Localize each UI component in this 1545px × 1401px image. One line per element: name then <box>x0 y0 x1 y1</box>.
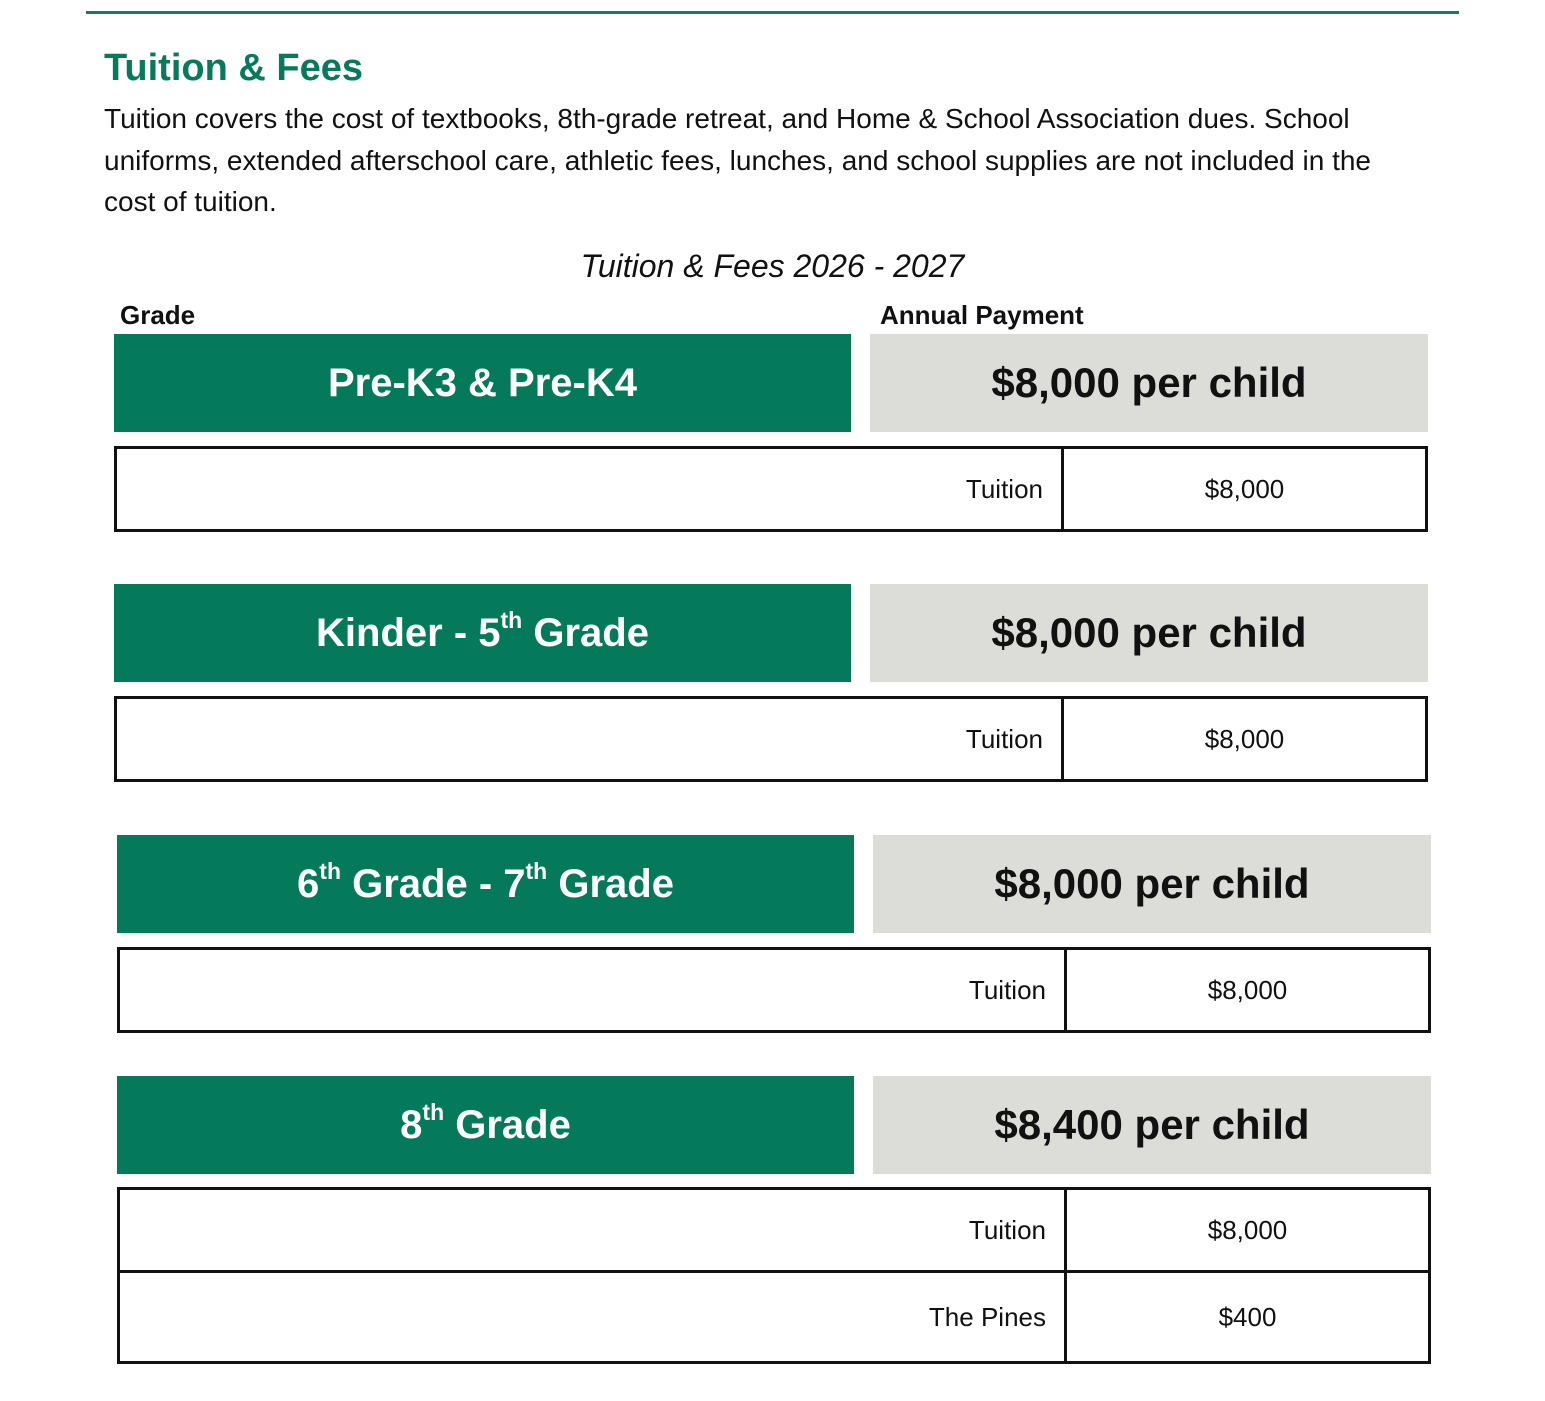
section-band <box>114 584 1428 682</box>
top-divider <box>86 11 1459 14</box>
fee-breakdown-table <box>114 696 1428 782</box>
table-caption: Tuition & Fees 2026 - 2027 <box>580 248 965 284</box>
grade-text: Pre-K3 & Pre-K4 <box>327 360 637 405</box>
section-band <box>117 1076 1431 1174</box>
grade-label <box>117 835 854 933</box>
fee-section-8th <box>117 1076 1431 1332</box>
fee-section-6th-7th <box>117 835 1431 1005</box>
grade-text: 8th Grade <box>400 1098 571 1147</box>
table-row <box>119 1189 1430 1272</box>
table-row <box>119 949 1430 1032</box>
grade-label <box>114 584 851 682</box>
grade-column-header: Grade <box>120 300 196 330</box>
table-row <box>119 1272 1430 1363</box>
fee-label: Tuition <box>116 698 1063 781</box>
table-row <box>116 698 1427 781</box>
fee-amount: $8,000 <box>1063 698 1427 781</box>
fee-label: The Pines <box>119 1272 1066 1363</box>
section-band <box>114 334 1428 432</box>
intro-paragraph: Tuition covers the cost of textbooks, 8th-grade retreat, and Home & School Association dues. School uniforms, extended afterschool care, athletic fees, lunches, and school supplies are not included in the cost of tuition. <box>104 103 1371 217</box>
fee-label: Tuition <box>119 1189 1066 1272</box>
fee-label: Tuition <box>116 448 1063 531</box>
fee-breakdown-table <box>117 947 1431 1033</box>
page-title: Tuition & Fees <box>104 47 363 89</box>
annual-price: $8,000 per child <box>870 584 1428 682</box>
annual-payment-column-header: Annual Payment <box>880 300 1084 330</box>
fee-label: Tuition <box>119 949 1066 1032</box>
annual-price: $8,000 per child <box>870 334 1428 432</box>
fee-amount: $8,000 <box>1066 1189 1430 1272</box>
fee-section-prek <box>114 334 1428 504</box>
section-band <box>117 835 1431 933</box>
fee-amount: $400 <box>1066 1272 1430 1363</box>
table-row <box>116 448 1427 531</box>
fee-amount: $8,000 <box>1066 949 1430 1032</box>
fee-breakdown-table <box>114 446 1428 532</box>
grade-text: Kinder - 5th Grade <box>316 606 649 655</box>
fee-amount: $8,000 <box>1063 448 1427 531</box>
grade-label <box>114 334 851 432</box>
fee-breakdown-table <box>117 1187 1431 1364</box>
fee-section-kinder-5th <box>114 584 1428 754</box>
grade-text: 6th Grade - 7th Grade <box>297 857 674 906</box>
annual-price: $8,000 per child <box>873 835 1431 933</box>
annual-price: $8,400 per child <box>873 1076 1431 1174</box>
grade-label <box>117 1076 854 1174</box>
